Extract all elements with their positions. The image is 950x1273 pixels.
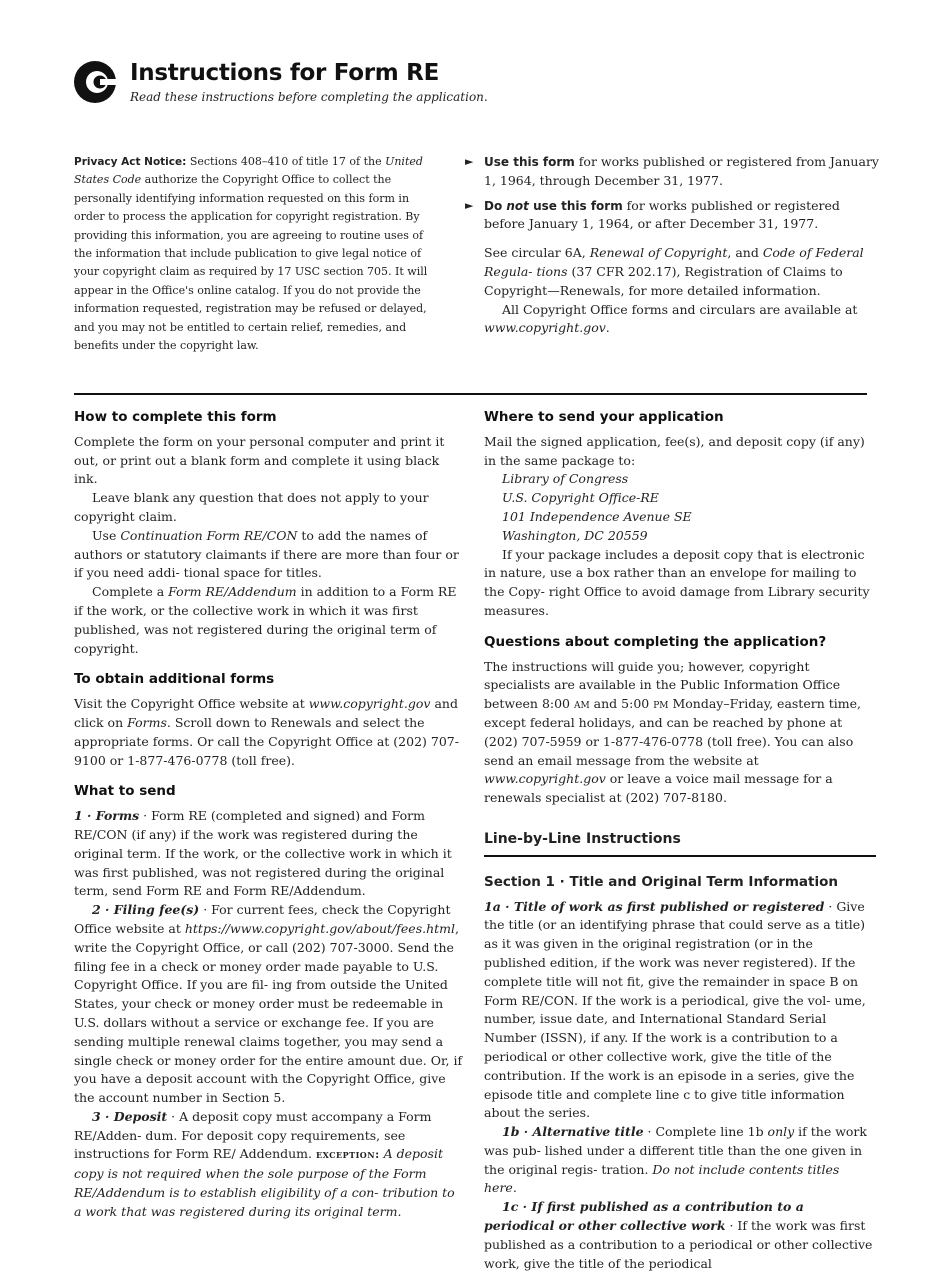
how-heading: How to complete this form: [74, 409, 277, 425]
see-italic-2: Code of Federal Regula- tions: [484, 245, 864, 279]
copyright-logo-icon: [73, 60, 117, 104]
privacy-act-notice: [74, 153, 438, 355]
left-column: [74, 408, 466, 1222]
send-item-deposit: 3 · Deposit · A deposit copy must accompany a Form RE/Adden- dum. For deposit copy requirements, see instructions for Form RE/ Addendum. exception: A deposit copy is not required when the sole purpose of the Form RE/Addendum is to establish eligibility of a con- tribution to a work that was registered during its original term.: [74, 1108, 455, 1219]
do-not-bullet: [465, 197, 880, 235]
use-bullet: [465, 153, 880, 191]
questions-heading: Questions about completing the application?: [484, 633, 827, 650]
address-line: U.S. Copyright Office-RE: [502, 490, 659, 506]
see-text-3: (37 CFR 202.17), Registration of Claims to Copyright—Renewals, for more detailed information.: [484, 263, 843, 298]
mailing-address: [484, 470, 876, 545]
section-1-heading: Section 1 · Title and Original Term Information: [484, 873, 839, 890]
send-item-forms: 1 · Forms · Form RE (completed and signed) and Form RE/CON (if any) if the work was registered during the original term. If the work, or the collective work in which it was first published, was not registered during the original term, send Form RE and Form RE/Addendum.: [74, 808, 452, 899]
obtain-heading: To obtain additional forms: [74, 671, 275, 688]
address-line: Library of Congress: [502, 471, 629, 487]
where-p2: If your package includes a deposit copy that is electronic in nature, use a box rather than an envelope for mailing to the Copy- right Office to avoid damage from Library security measures.: [484, 546, 870, 618]
copyright-url-link[interactable]: www.copyright.gov: [484, 320, 606, 336]
donot-not: not: [506, 198, 529, 213]
page-subtitle: Read these instructions before completing the application.: [130, 90, 488, 104]
questions-text: The instructions will guide you; however, copyright specialists are available in the Public Information Office between 8:00 am and 5:00 pm Monday–Friday, eastern time, except federal holidays, and can be reached by phone at (202) 707-5959 or 1-877-476-0778 (toll free). You can also send an email message from the website at www.copyright.gov or leave a voice mail message for a renewals specialist at (202) 707-8180.: [484, 658, 861, 806]
address-line: Washington, DC 20559: [502, 527, 648, 543]
see-text-1: See circular 6A,: [484, 245, 590, 261]
see-circular: [465, 244, 880, 300]
use-text: for works published or registered from January 1, 1964, through December 31, 1977.: [484, 154, 879, 188]
privacy-text-1: Sections 408–410 of title 17 of the: [186, 155, 386, 168]
privacy-text-2: authorize the Copyright Office to collect the personally identifying information requested on this form in order to process the application for copyright registration. By providing this information, you are agreeing to routine uses of the information that include publication to give legal notice of your copyright claim as required by 17 USC section 705. It will appear in the Office's online catalog. If you do not provide the information requested, registration may be refused or delayed, and you may not be entitled to certain relief, remedies, and benefits under the copyright law.: [74, 173, 428, 353]
how-p2: Leave blank any question that does not apply to your copyright claim.: [74, 490, 429, 524]
forms-availability: [465, 301, 880, 339]
where-p1: Mail the signed application, fee(s), and deposit copy (if any) in the same package to:: [484, 433, 865, 468]
right-column: [484, 408, 876, 1273]
donot-text: for works published or registered before January 1, 1964, or after December 31, 1977.: [484, 197, 840, 232]
send-item-fees: 2 · Filing fee(s) · For current fees, check the Copyright Office website at https://www.copyright.gov/about/fees.html, write the Copyright Office, or call (202) 707-3000. Send the filing fee in a check or money order made payable to U.S. Copyright Office. If you are fil- ing from outside the United States, your check or money order must be redeemable in U.S. dollars without a service or exchange fee. If you are sending multiple renewal claims together, you may send a single check or money order for the entire amount due. Or, if you have a deposit account with the Copyright Office, give the account number in Section 5.: [74, 902, 463, 1106]
see-text-2: , and: [727, 245, 763, 261]
avail-text: All Copyright Office forms and circulars are available at: [502, 301, 858, 317]
how-p1: Complete the form on your personal computer and print it out, or print out a blank form and complete it using black ink.: [74, 433, 445, 487]
arrow-right-icon: ►: [465, 198, 474, 212]
line-by-line-heading: Line-by-Line Instructions: [484, 830, 876, 857]
where-heading: Where to send your application: [484, 409, 724, 425]
avail-end: .: [605, 320, 610, 336]
send-heading: What to send: [74, 783, 176, 800]
privacy-italic: United States Code: [74, 155, 423, 187]
arrow-right-icon: ►: [465, 155, 474, 168]
privacy-label: Privacy Act Notice:: [74, 156, 187, 168]
page-title: Instructions for Form RE: [130, 60, 439, 86]
donot-bold-1: Do: [484, 198, 507, 213]
fees-url-link[interactable]: https://www.copyright.gov/about/fees.html: [184, 920, 456, 936]
item-1b: 1b · Alternative title · Complete line 1b only if the work was pub- lished under a different title than the one given in the original regis- tration. Do not include contents titles here.: [484, 1124, 867, 1196]
see-italic-1: Renewal of Copyright: [589, 245, 728, 261]
copyright-url-link[interactable]: www.copyright.gov: [308, 696, 431, 712]
section-divider: [74, 393, 867, 395]
use-bold: Use this form: [484, 155, 575, 169]
how-p4: Complete a Form RE/Addendum in addition to a Form RE if the work, or the collective work in which it was first published, was not registered during the original term of copyright.: [74, 584, 457, 656]
obtain-text: Visit the Copyright Office website at www.copyright.gov and click on Forms. Scroll down to Renewals and select the appropriate forms. Or call the Copyright Office at (202) 707-9100 or 1-877-476-0778 (toll free).: [74, 696, 459, 768]
item-1a: 1a · Title of work as first published or registered · Give the title (or an identifying phrase that could serve as a title) as it was given in the original registration (or in the published edition, if the work was never registered). If the complete title will not fit, give the remainder in space B on Form RE/CON. If the work is a periodical, give the vol- ume, number, issue date, and International Standard Serial Number (ISSN), if any. If the work is a contribution to a periodical or other collective work, give the title of the contribution. If the work is an episode in a series, give the episode title and complete line c to give title information about the series.: [484, 898, 866, 1121]
copyright-url-link[interactable]: www.copyright.gov: [484, 771, 606, 787]
donot-bold-2: use this form: [528, 198, 623, 213]
usage-info: [465, 153, 880, 338]
how-p3: Use Continuation Form RE/CON to add the names of authors or statutory claimants if there are more than four or if you need addi- tional space for titles.: [74, 527, 459, 581]
item-1c: 1c · If first published as a contribution to a periodical or other collective work · If the work was first published as a contribution to a periodical or other collective work, give the title of the periodical: [484, 1199, 873, 1271]
address-line: 101 Independence Avenue SE: [502, 508, 692, 524]
